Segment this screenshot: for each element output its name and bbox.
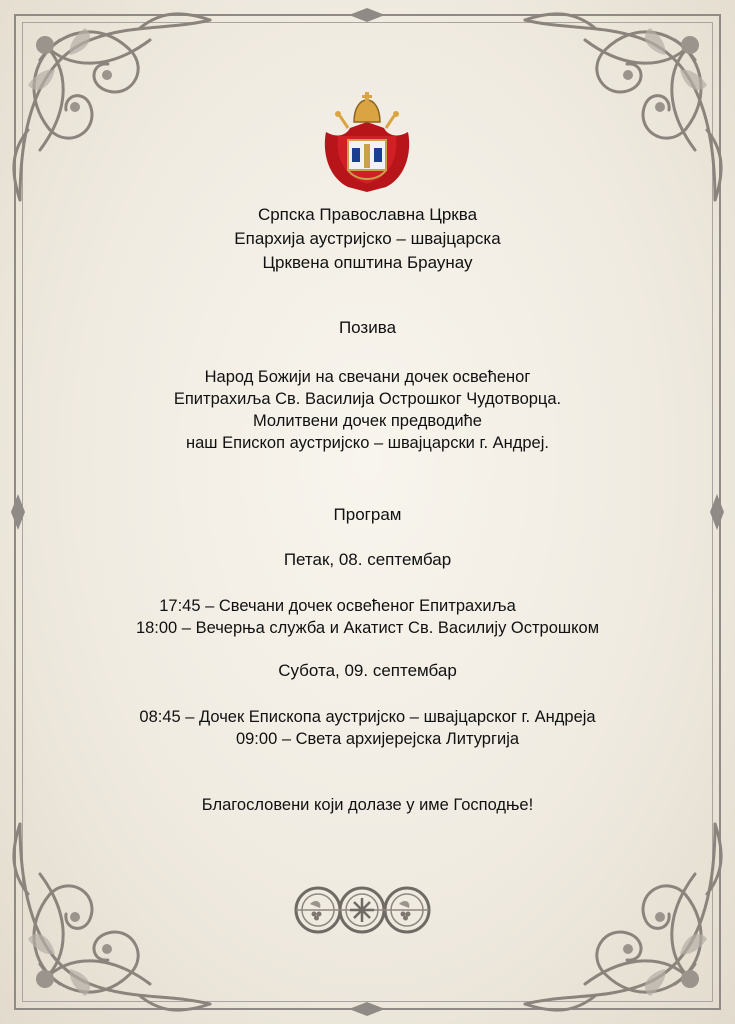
invitation-text bbox=[0, 366, 735, 454]
diamond-ornament-icon bbox=[347, 6, 387, 24]
schedule-item: 09:00 – Света архијерејска Литургија bbox=[235, 730, 520, 748]
corner-flourish-icon bbox=[505, 0, 735, 230]
schedule-item: 08:45 – Дочек Епископа аустријско – швајцарског г. Андреја bbox=[139, 708, 596, 726]
corner-flourish-icon bbox=[0, 0, 230, 230]
blessing-text: Благословени који долазе у име Господње! bbox=[201, 796, 534, 814]
corner-flourish-icon bbox=[0, 794, 230, 1024]
bottom-ornament-icon bbox=[290, 880, 435, 940]
program-title: Програм bbox=[333, 505, 402, 524]
invitation-title: Позива bbox=[338, 318, 397, 337]
church-coat-of-arms-icon bbox=[318, 92, 416, 192]
church-name: Српска Православна Црква bbox=[257, 205, 478, 224]
invitation-line: наш Епископ аустријско – швајцарски г. Андреј. bbox=[186, 434, 549, 452]
day-heading: Субота, 09. септембар bbox=[278, 661, 457, 680]
eparchy-name: Епархија аустријско – швајцарска bbox=[234, 229, 501, 248]
invitation-line: Народ Божији на свечани дочек освећеног bbox=[204, 368, 531, 386]
schedule-item: 17:45 – Свечани дочек освећеног Епитрахиља bbox=[159, 597, 516, 615]
invitation-line: Молитвени дочек предводиће bbox=[253, 412, 482, 430]
parish-name: Црквена општина Браунау bbox=[262, 253, 473, 272]
day-heading: Петак, 08. септембар bbox=[283, 550, 452, 569]
corner-flourish-icon bbox=[505, 794, 735, 1024]
church-header bbox=[0, 203, 735, 275]
invitation-line: Епитрахиља Св. Василија Острошког Чудотворца. bbox=[173, 390, 562, 408]
diamond-ornament-icon bbox=[347, 1000, 387, 1018]
schedule-item: 18:00 – Вечерња служба и Акатист Св. Василију Острошком bbox=[135, 619, 600, 637]
